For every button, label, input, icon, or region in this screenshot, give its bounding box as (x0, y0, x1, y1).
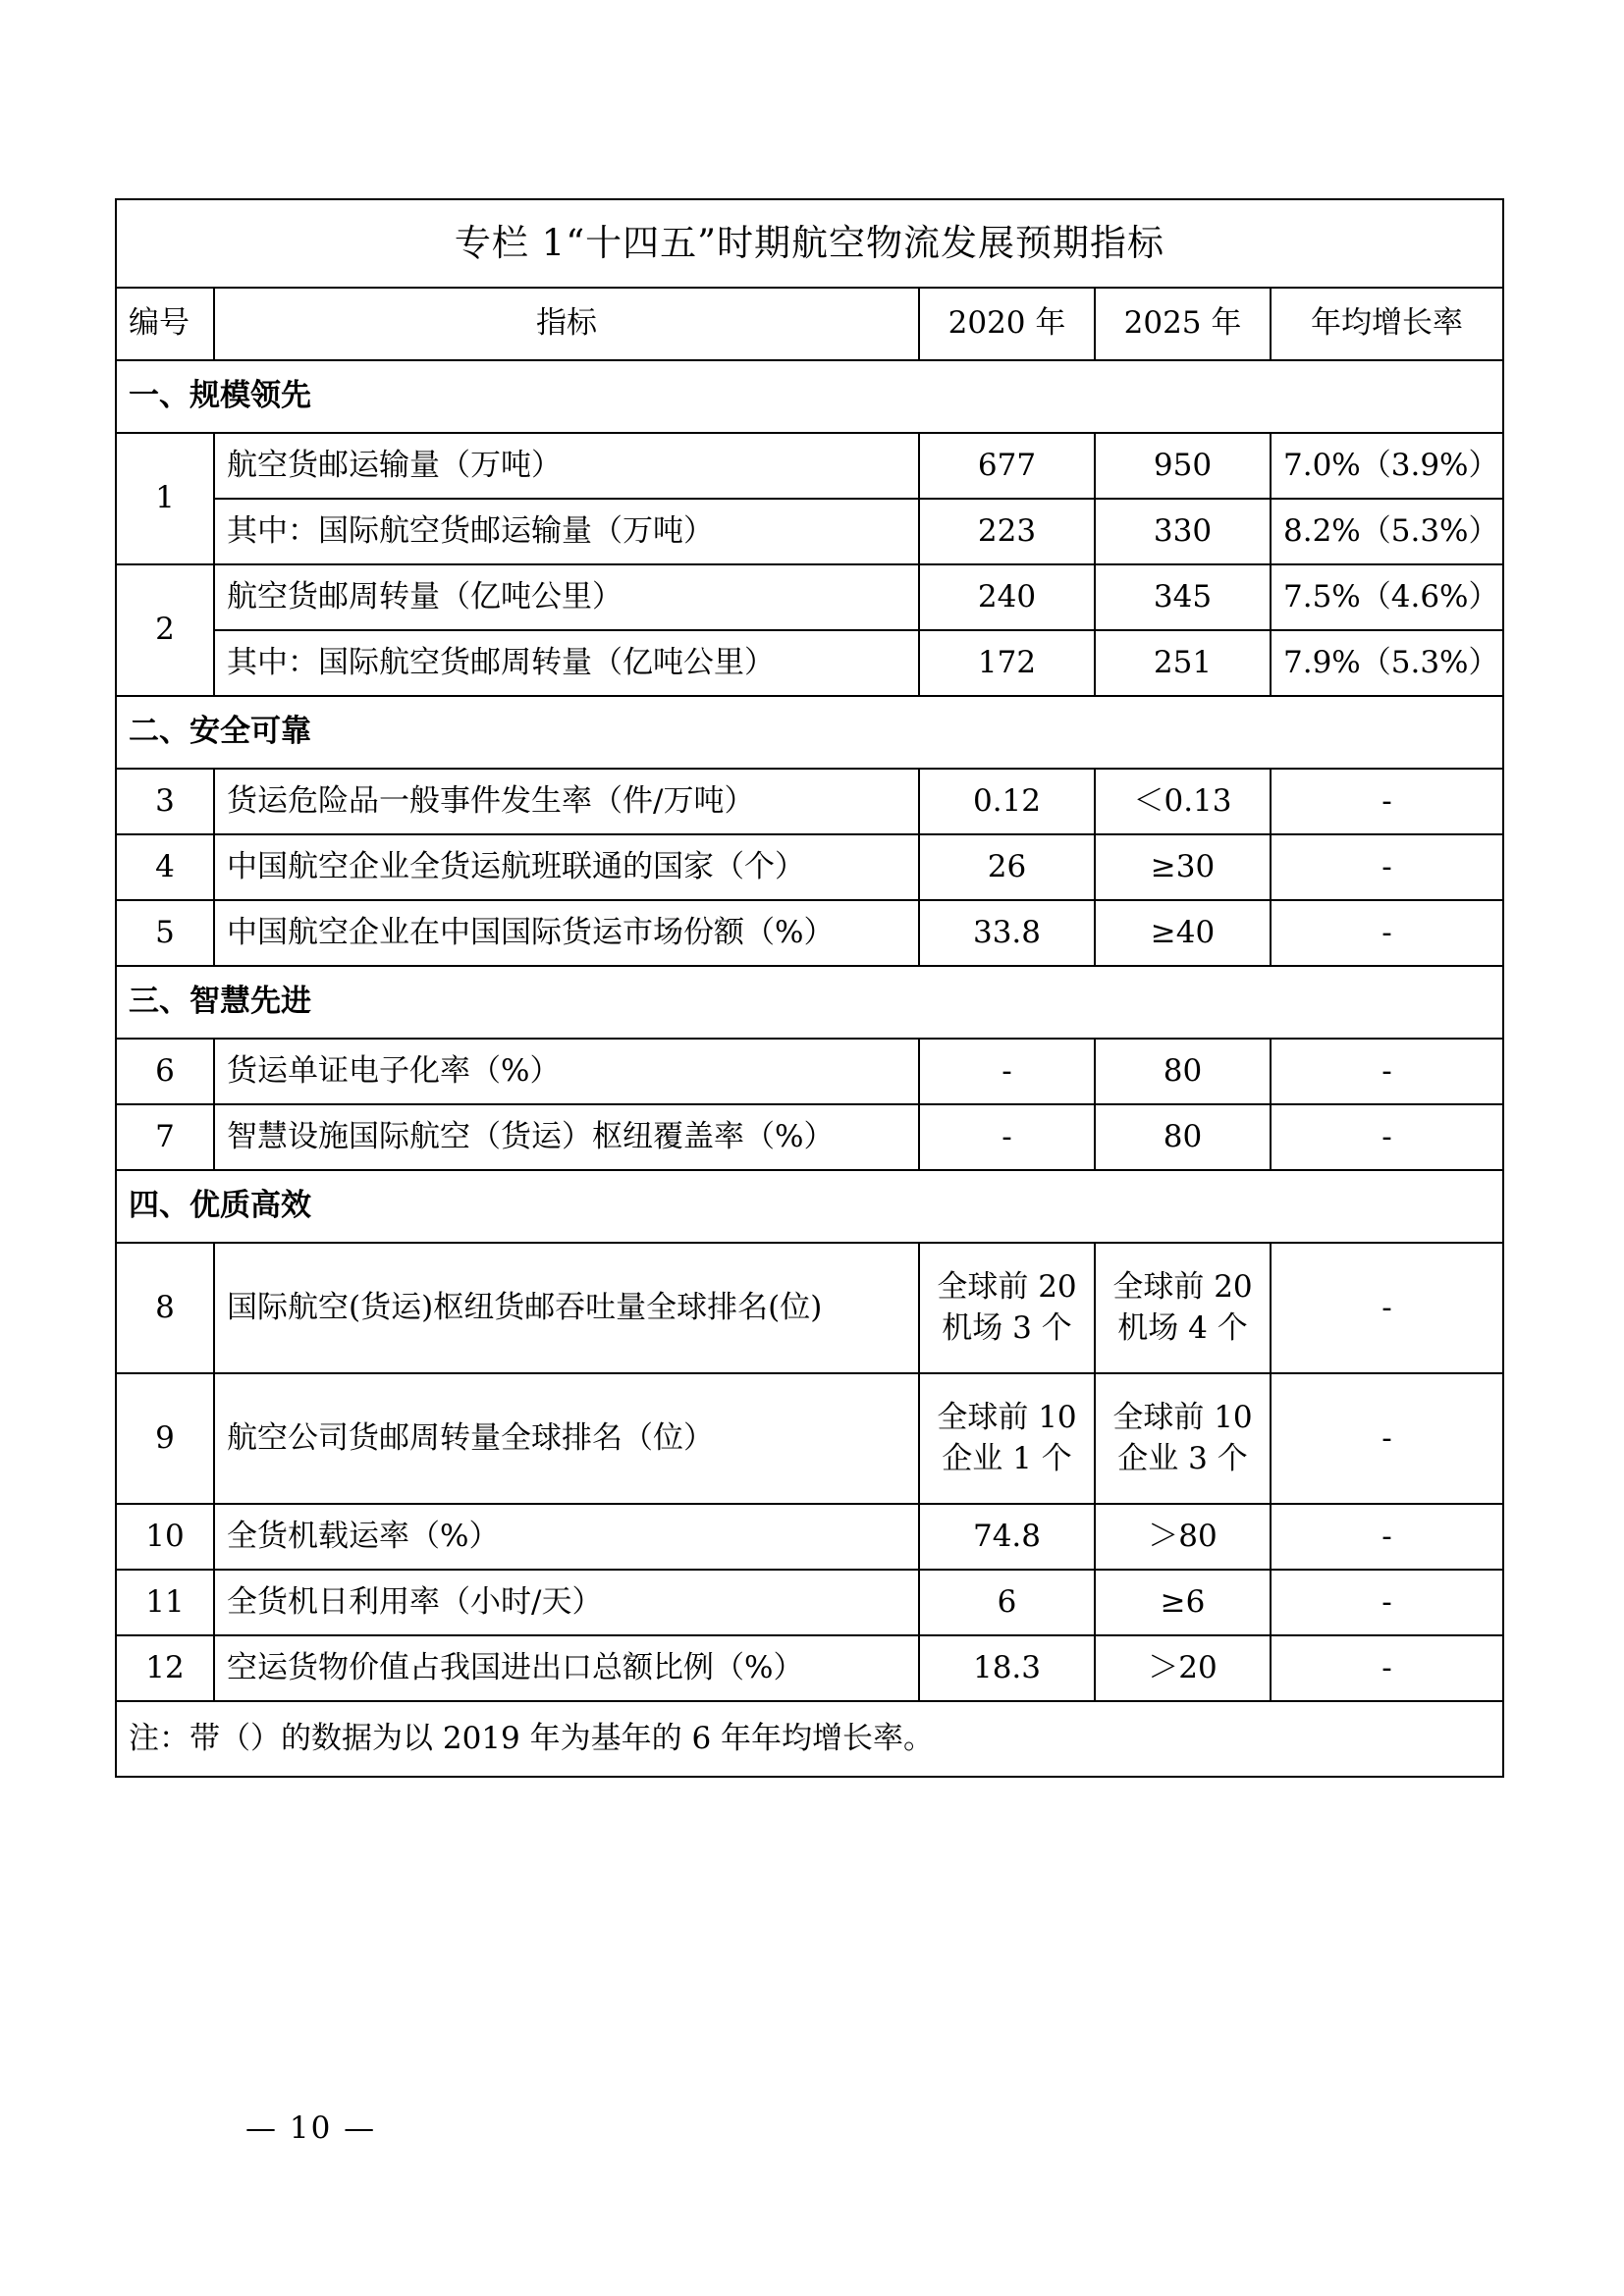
value-2020: 18.3 (919, 1635, 1095, 1701)
growth-rate: - (1271, 1243, 1503, 1373)
value-2020-line1: 全球前 20 (937, 1268, 1077, 1305)
growth-rate: - (1271, 769, 1503, 834)
growth-rate: 7.9%（5.3%） (1271, 630, 1503, 696)
value-2025-line1: 全球前 10 (1112, 1399, 1253, 1435)
page-number: — 10 — (245, 2110, 377, 2146)
header-row (116, 288, 1503, 360)
row-number: 6 (116, 1039, 214, 1104)
table-row (116, 769, 1503, 834)
row-number: 8 (116, 1243, 214, 1373)
section-heading: 三、智慧先进 (116, 966, 1503, 1039)
value-2025: ≥40 (1095, 900, 1271, 966)
indicator-name: 智慧设施国际航空（货运）枢纽覆盖率（%） (214, 1104, 919, 1170)
table-note: 注：带（）的数据为以 2019 年为基年的 6 年年均增长率。 (116, 1701, 1503, 1777)
indicator-name: 航空货邮运输量（万吨） (214, 433, 919, 499)
indicator-name: 全货机载运率（%） (214, 1504, 919, 1570)
indicator-name: 空运货物价值占我国进出口总额比例（%） (214, 1635, 919, 1701)
value-2025-line1: 全球前 20 (1112, 1268, 1253, 1305)
value-2020: 223 (919, 499, 1095, 564)
value-2020: 26 (919, 834, 1095, 900)
value-2025 (1095, 1373, 1271, 1504)
row-number: 2 (116, 564, 214, 696)
value-2020: 0.12 (919, 769, 1095, 834)
growth-rate: - (1271, 1570, 1503, 1635)
indicator-name: 中国航空企业全货运航班联通的国家（个） (214, 834, 919, 900)
growth-rate: 7.5%（4.6%） (1271, 564, 1503, 630)
section-heading: 一、规模领先 (116, 360, 1503, 433)
row-number: 9 (116, 1373, 214, 1504)
value-2025: ＞80 (1095, 1504, 1271, 1570)
row-number: 10 (116, 1504, 214, 1570)
indicator-name: 中国航空企业在中国国际货运市场份额（%） (214, 900, 919, 966)
value-2025: 80 (1095, 1104, 1271, 1170)
value-2025: ≥30 (1095, 834, 1271, 900)
growth-rate: - (1271, 1373, 1503, 1504)
value-2020: 6 (919, 1570, 1095, 1635)
value-2020 (919, 1243, 1095, 1373)
table-row (116, 1039, 1503, 1104)
indicator-name: 其中：国际航空货邮运输量（万吨） (214, 499, 919, 564)
growth-rate: - (1271, 1635, 1503, 1701)
value-2020-line1: 全球前 10 (937, 1399, 1077, 1435)
value-2025: ≥6 (1095, 1570, 1271, 1635)
table-row (116, 1504, 1503, 1570)
value-2025: 345 (1095, 564, 1271, 630)
indicator-table (115, 198, 1504, 1778)
header-2020: 2020 年 (919, 288, 1095, 360)
value-2025: 330 (1095, 499, 1271, 564)
table-row (116, 499, 1503, 564)
indicator-name: 货运单证电子化率（%） (214, 1039, 919, 1104)
growth-rate: - (1271, 900, 1503, 966)
indicator-name: 国际航空(货运)枢纽货邮吞吐量全球排名(位) (214, 1243, 919, 1373)
value-2020: - (919, 1039, 1095, 1104)
value-2020 (919, 1373, 1095, 1504)
table-row (116, 834, 1503, 900)
growth-rate: - (1271, 1504, 1503, 1570)
value-2020-line2: 机场 3 个 (942, 1309, 1072, 1346)
value-2020: 33.8 (919, 900, 1095, 966)
row-number: 5 (116, 900, 214, 966)
value-2025: 80 (1095, 1039, 1271, 1104)
indicator-name: 全货机日利用率（小时/天） (214, 1570, 919, 1635)
growth-rate: 8.2%（5.3%） (1271, 499, 1503, 564)
table-row (116, 1373, 1503, 1504)
table-row (116, 1635, 1503, 1701)
value-2025: ＞20 (1095, 1635, 1271, 1701)
row-number: 4 (116, 834, 214, 900)
growth-rate: 7.0%（3.9%） (1271, 433, 1503, 499)
row-number: 1 (116, 433, 214, 564)
indicator-name: 货运危险品一般事件发生率（件/万吨） (214, 769, 919, 834)
row-number: 3 (116, 769, 214, 834)
growth-rate: - (1271, 834, 1503, 900)
value-2025: 950 (1095, 433, 1271, 499)
row-number: 12 (116, 1635, 214, 1701)
table-row (116, 630, 1503, 696)
indicator-name: 航空公司货邮周转量全球排名（位） (214, 1373, 919, 1504)
header-2025: 2025 年 (1095, 288, 1271, 360)
value-2025-line2: 机场 4 个 (1117, 1309, 1248, 1346)
section-heading: 二、安全可靠 (116, 696, 1503, 769)
value-2020: 172 (919, 630, 1095, 696)
value-2025 (1095, 1243, 1271, 1373)
section-heading: 四、优质高效 (116, 1170, 1503, 1243)
value-2025-line2: 企业 3 个 (1117, 1440, 1248, 1476)
header-rate: 年均增长率 (1271, 288, 1503, 360)
indicator-name: 其中：国际航空货邮周转量（亿吨公里） (214, 630, 919, 696)
value-2020: 240 (919, 564, 1095, 630)
value-2020: - (919, 1104, 1095, 1170)
growth-rate: - (1271, 1039, 1503, 1104)
table-title: 专栏 1“十四五”时期航空物流发展预期指标 (116, 199, 1503, 288)
row-number: 7 (116, 1104, 214, 1170)
table-row (116, 433, 1503, 499)
value-2020: 677 (919, 433, 1095, 499)
row-number: 11 (116, 1570, 214, 1635)
value-2020-line2: 企业 1 个 (942, 1440, 1072, 1476)
table-row (116, 900, 1503, 966)
growth-rate: - (1271, 1104, 1503, 1170)
table-row (116, 1104, 1503, 1170)
header-indicator: 指标 (214, 288, 919, 360)
table-row (116, 564, 1503, 630)
table-row (116, 1243, 1503, 1373)
indicator-name: 航空货邮周转量（亿吨公里） (214, 564, 919, 630)
value-2025: ＜0.13 (1095, 769, 1271, 834)
table-row (116, 1570, 1503, 1635)
value-2025: 251 (1095, 630, 1271, 696)
value-2020: 74.8 (919, 1504, 1095, 1570)
header-no: 编号 (116, 288, 214, 360)
